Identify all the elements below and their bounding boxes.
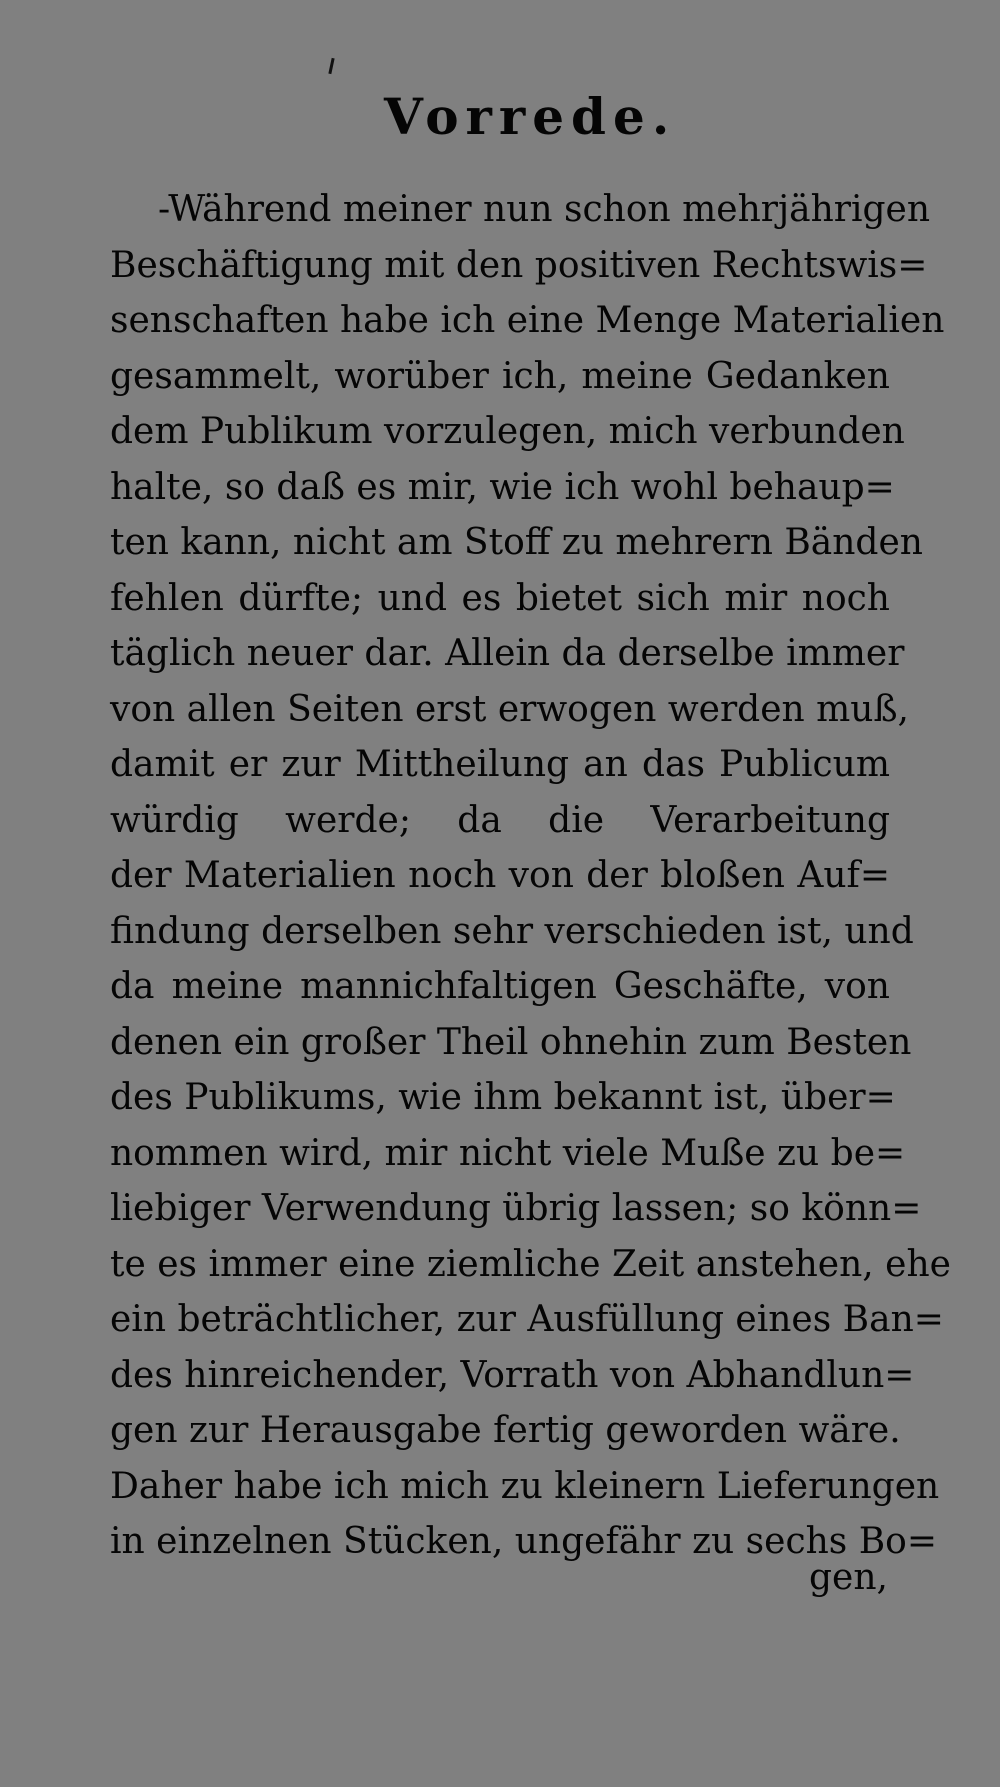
text-line: ten kann, nicht am Stoff zu mehrern Bänden (110, 522, 923, 563)
text-line: damit er zur Mittheilung an das Publicum (110, 744, 890, 785)
text-line: von allen Seiten erst erwogen werden muß, (110, 688, 909, 730)
text-line: ein beträchtlicher, zur Ausfüllung eines Ban= (110, 1299, 944, 1340)
text-line: des Publikums, wie ihm bekannt ist, über= (110, 1077, 896, 1118)
text-line: senschaften habe ich eine Menge Materialien (110, 300, 945, 341)
text-line: gen zur Herausgabe fertig geworden wäre. (110, 1410, 901, 1451)
page-heading: Vorrede. (384, 87, 677, 146)
text-line: dem Publikum vorzulegen, mich verbunden (110, 411, 905, 452)
text-line: da meine mannichfaltigen Geschäfte, von (110, 966, 890, 1007)
text-line: fehlen dürfte; und es bietet sich mir noch (110, 577, 890, 619)
text-line: halte, so daß es mir, wie ich wohl behaup= (110, 466, 895, 508)
text-line: nommen wird, mir nicht viele Muße zu be= (110, 1132, 906, 1174)
text-line: in einzelnen Stücken, ungefähr zu sechs Bo= (110, 1521, 937, 1562)
text-line: Beschäftigung mit den positiven Rechtswis= (110, 244, 928, 286)
text-line: der Materialien noch von der bloßen Auf= (110, 855, 890, 896)
text-line: des hinreichender, Vorrath von Abhandlun= (110, 1354, 915, 1396)
text-line: würdig werde; da die Verarbeitung (110, 799, 890, 841)
text-line: Daher habe ich mich zu kleinern Lieferungen (110, 1465, 940, 1507)
text-line: findung derselben sehr verschieden ist, und (110, 910, 914, 952)
text-line: liebiger Verwendung übrig lassen; so könn= (110, 1188, 922, 1229)
text-line: te es immer eine ziemliche Zeit anstehen, ehe (110, 1243, 951, 1285)
ink-mark (328, 58, 334, 74)
text-line: gesammelt, worüber ich, meine Gedanken (110, 355, 890, 397)
text-line: denen ein großer Theil ohnehin zum Besten (110, 1021, 912, 1063)
body-text (110, 182, 951, 1570)
text-line: -Während meiner nun schon mehrjährigen (158, 189, 931, 230)
text-line: täglich neuer dar. Allein da derselbe immer (110, 633, 905, 674)
catchword: gen, (809, 1557, 888, 1598)
